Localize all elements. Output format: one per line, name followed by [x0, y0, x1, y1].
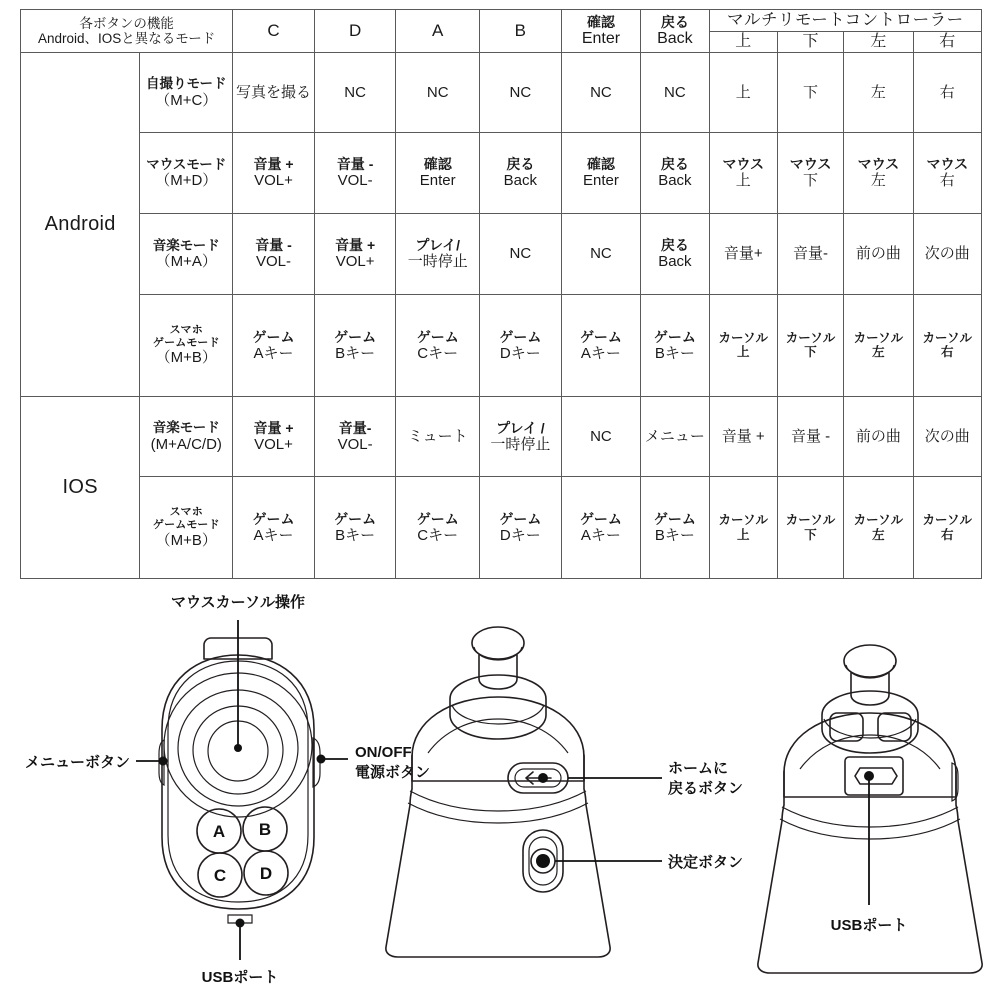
cell-line-1: 音量 +: [335, 237, 376, 254]
cell-line-1: プレイ /: [496, 419, 545, 436]
cell-line-2: メニュー: [644, 427, 705, 445]
button-d[interactable]: [244, 851, 288, 895]
mode-label-jp-1: スマホ: [169, 324, 203, 336]
column-header-multi-right: 右: [913, 31, 981, 52]
column-header-enter-jp: 確認: [586, 13, 615, 30]
cell-line-1: ゲーム: [334, 328, 377, 345]
table-cell: [561, 295, 641, 396]
mode-label-code: （M+C）: [155, 91, 218, 109]
table-cell: [480, 295, 562, 396]
cell-line-2: 右: [939, 84, 955, 102]
cell-line-1: 音量 -: [255, 237, 292, 254]
back-side-nub: [952, 763, 958, 801]
table-cell: [709, 133, 777, 214]
cell-line-2: 上: [735, 172, 751, 190]
header-row-1: [21, 10, 982, 32]
table-cell: [561, 396, 641, 477]
cell-line-2: Bキー: [654, 527, 695, 545]
callout-usb-front-label: USBポート: [201, 969, 279, 986]
cell-line-2: Back: [658, 253, 692, 271]
table-cell: [641, 396, 709, 477]
body-seam-band-2: [408, 803, 588, 823]
cell-line-1: 戻る: [506, 156, 535, 173]
cell-line-2: Back: [658, 172, 692, 190]
cell-line-2: 音量 +: [721, 427, 765, 445]
mode-label-code: (M+A/C/D): [150, 435, 222, 453]
back-collar-outline: [822, 691, 918, 753]
collar-shade: [452, 705, 544, 724]
mode-label-code: （M+B）: [155, 349, 217, 367]
callout-cursor-label: マウスカーソル操作: [171, 594, 305, 611]
cell-line-1: 音量 +: [253, 419, 294, 436]
cell-line-2: 一時停止: [407, 253, 468, 271]
table-cell: [480, 477, 562, 579]
table-cell: [233, 295, 315, 396]
table-cell: [913, 214, 981, 295]
cell-line-2: NC: [509, 84, 532, 102]
column-header-d: D: [314, 10, 396, 53]
callout-dot-usb-front: [236, 919, 245, 928]
mode-label-jp-1: スマホ: [169, 506, 203, 519]
cell-line-2: 右: [941, 527, 954, 542]
cell-line-1: マウス: [926, 156, 969, 173]
table-cell: [233, 214, 315, 295]
back-body-top-shade: [800, 735, 940, 769]
cell-line-2: Enter: [583, 172, 619, 190]
table-row: [21, 295, 982, 396]
cell-line-2: 次の曲: [924, 245, 970, 263]
button-a[interactable]: [197, 809, 241, 853]
mode-label-jp-1: マウスモード: [146, 156, 227, 172]
table-cell: [913, 295, 981, 396]
back-stick-cap-outline: [844, 645, 896, 677]
cell-line-1: マウス: [722, 156, 765, 173]
table-cell: [561, 133, 641, 214]
table-cell: [913, 133, 981, 214]
callout-ok-label: 決定ボタン: [668, 854, 744, 871]
body-seam-band: [410, 791, 586, 811]
mode-label-jp-2: ゲームモード: [152, 336, 220, 349]
column-header-multi-up: 上: [709, 31, 777, 52]
cell-line-2: 上: [736, 527, 750, 542]
corner-title-line2: Android、IOSと異なるモード: [37, 31, 216, 47]
callout-dot-menu: [159, 757, 168, 766]
mode-label: [140, 396, 233, 477]
column-header-multi-down: 下: [777, 31, 843, 52]
cell-line-2: 一時停止: [490, 435, 551, 453]
table-cell: [396, 477, 480, 579]
table-cell: [777, 53, 843, 133]
table-cell: [641, 295, 709, 396]
cell-line-1: カーソル: [853, 330, 904, 345]
cell-line-1: カーソル: [785, 330, 836, 345]
column-header-back-jp: 戻る: [660, 13, 689, 30]
touchpad-center-point: [234, 744, 242, 752]
cell-line-2: Bキー: [335, 344, 376, 362]
mode-label-jp-1: 音楽モード: [152, 420, 220, 436]
mode-label-jp-1: 音楽モード: [152, 237, 220, 253]
usb-port: [845, 757, 903, 795]
mode-label-code: （M+B）: [155, 531, 217, 549]
cell-line-2: Aキー: [253, 344, 294, 362]
cell-line-2: Dキー: [499, 527, 541, 545]
mode-label: [140, 133, 233, 214]
back-body-seam-band: [782, 807, 958, 827]
cell-line-2: 右: [941, 345, 954, 360]
table-body: [21, 53, 982, 579]
table-cell: [709, 295, 777, 396]
cell-line-2: NC: [664, 84, 686, 102]
button-b-label: B: [258, 820, 272, 839]
device-diagrams: [0, 585, 1000, 1000]
table-head: [21, 10, 982, 53]
column-header-a: A: [396, 10, 480, 53]
mode-label: [140, 295, 233, 396]
mode-label-code: （M+A）: [155, 253, 217, 271]
cell-line-1: 確認: [423, 156, 452, 173]
cell-line-2: 上: [736, 345, 750, 360]
table-cell: [913, 477, 981, 579]
cell-line-1: カーソル: [785, 513, 836, 528]
cell-line-1: 音量-: [338, 419, 372, 436]
table-cell: [844, 53, 913, 133]
cell-line-2: 写真を撮る: [235, 84, 311, 102]
home-back-button[interactable]: [508, 763, 568, 793]
table-cell: [233, 477, 315, 579]
callout-dot-power: [317, 755, 326, 764]
cell-line-2: NC: [426, 84, 449, 102]
table-row: [21, 396, 982, 477]
cell-line-2: Enter: [419, 172, 456, 190]
table-row: [21, 133, 982, 214]
callout-menu-label: メニューボタン: [24, 754, 130, 771]
table-cell: [913, 53, 981, 133]
table-cell: [561, 477, 641, 579]
callout-power-label-line2: 電源ボタン: [355, 764, 431, 781]
button-c-label: C: [213, 866, 227, 885]
cell-line-1: カーソル: [922, 330, 973, 345]
cell-line-2: VOL-: [255, 253, 291, 271]
cell-line-2: NC: [590, 84, 612, 102]
stick-cap-outline: [472, 627, 524, 659]
body-lower-outline: [386, 755, 610, 957]
mode-label-jp-2: ゲームモード: [152, 519, 220, 532]
cell-line-1: 戻る: [660, 237, 689, 254]
callout-usb-back-label: USBポート: [830, 917, 908, 934]
table-corner-title: [21, 10, 233, 53]
cell-line-2: 右: [939, 172, 955, 190]
cell-line-1: プレイ/: [415, 237, 461, 254]
cell-line-2: Aキー: [580, 344, 621, 362]
table-cell: [641, 214, 709, 295]
table-cell: [480, 133, 562, 214]
side-view-diagram: [386, 627, 743, 957]
table-cell: [561, 53, 641, 133]
cell-line-2: 前の曲: [855, 427, 901, 445]
callout-power-label-line1: ON/OFF: [355, 744, 412, 761]
table-cell: [777, 133, 843, 214]
cell-line-2: Aキー: [580, 527, 621, 545]
table-cell: [709, 214, 777, 295]
table-cell: [233, 396, 315, 477]
cell-line-1: カーソル: [718, 330, 768, 345]
cell-line-2: 下: [804, 527, 817, 542]
mode-label: [140, 477, 233, 579]
table-cell: [480, 214, 562, 295]
cell-line-1: ゲーム: [579, 511, 622, 528]
corner-title-line1: 各ボタンの機能: [79, 15, 174, 31]
back-body-lower-outline: [758, 771, 982, 973]
cell-line-1: カーソル: [922, 513, 973, 528]
table-cell: [233, 133, 315, 214]
cell-line-1: ゲーム: [499, 511, 542, 528]
table-cell: [844, 295, 913, 396]
cell-line-2: 下: [804, 345, 817, 360]
stick-cap-shade: [474, 647, 522, 660]
cell-line-2: VOL+: [335, 253, 375, 271]
table-cell: [480, 53, 562, 133]
cell-line-2: NC: [590, 245, 612, 263]
table-row: [21, 53, 982, 133]
mode-label: [140, 214, 233, 295]
back-body-seam-band-2: [780, 819, 960, 839]
table-cell: [641, 477, 709, 579]
cell-line-2: 下: [803, 84, 819, 102]
table-cell: [396, 295, 480, 396]
cell-line-2: 前の曲: [855, 245, 901, 263]
table-cell: [314, 396, 396, 477]
cell-line-2: VOL+: [254, 172, 293, 190]
table-cell: [396, 53, 480, 133]
cell-line-1: カーソル: [853, 513, 904, 528]
column-group-multi-remote: マルチリモートコントローラー: [709, 10, 981, 32]
cell-line-2: Dキー: [499, 344, 541, 362]
cell-line-2: 下: [803, 172, 819, 190]
table-cell: [844, 133, 913, 214]
table-cell: [709, 396, 777, 477]
cell-line-1: ゲーム: [653, 328, 696, 345]
cell-line-1: マウス: [789, 156, 832, 173]
table-row: [21, 477, 982, 579]
table-cell: [844, 214, 913, 295]
button-function-table: [20, 9, 982, 579]
cell-line-1: 確認: [586, 156, 615, 173]
callout-home-label-line1: ホームに: [668, 760, 729, 777]
cell-line-1: カーソル: [718, 513, 768, 528]
cell-line-2: Aキー: [253, 527, 294, 545]
button-c[interactable]: [198, 853, 242, 897]
cell-line-1: マウス: [857, 156, 900, 173]
table-cell: [561, 214, 641, 295]
button-b[interactable]: [243, 807, 287, 851]
column-header-back: [641, 10, 709, 53]
cell-line-2: ミュート: [407, 427, 468, 445]
cell-line-2: 左: [870, 172, 886, 190]
cell-line-2: 次の曲: [924, 427, 970, 445]
cell-line-2: NC: [344, 84, 366, 102]
cell-line-2: 音量+: [723, 245, 763, 263]
table-cell: [396, 214, 480, 295]
column-header-back-en: Back: [657, 30, 693, 48]
cell-line-2: 左: [870, 84, 886, 102]
table-cell: [641, 53, 709, 133]
cell-line-2: Bキー: [335, 527, 376, 545]
table-cell: [641, 133, 709, 214]
table-cell: [314, 133, 396, 214]
table-cell: [777, 295, 843, 396]
cell-line-2: NC: [590, 427, 612, 445]
callout-home-label-line2: 戻るボタン: [668, 780, 744, 797]
table-cell: [777, 396, 843, 477]
table-cell: [913, 396, 981, 477]
table-cell: [314, 295, 396, 396]
cell-line-2: VOL+: [254, 435, 293, 453]
collar-outline: [450, 675, 546, 739]
table-cell: [777, 477, 843, 579]
cell-line-1: ゲーム: [416, 511, 459, 528]
os-label-android: Android: [21, 53, 140, 396]
column-header-multi-left: 左: [844, 31, 913, 52]
table-cell: [314, 214, 396, 295]
column-header-c: C: [233, 10, 315, 53]
button-function-table-container: [20, 9, 982, 579]
cell-line-1: 音量 -: [336, 156, 374, 173]
cell-line-2: Cキー: [417, 344, 459, 362]
cell-line-1: 戻る: [660, 156, 689, 173]
cell-line-2: 音量-: [793, 245, 829, 263]
mode-label-jp-1: 自撮りモード: [146, 76, 227, 92]
cell-line-2: 左: [872, 345, 885, 360]
cell-line-2: 左: [872, 527, 885, 542]
cell-line-1: 音量 +: [253, 156, 294, 173]
cell-line-2: Back: [503, 172, 538, 190]
column-header-enter: [561, 10, 641, 53]
table-cell: [777, 214, 843, 295]
cell-line-2: VOL-: [337, 435, 373, 453]
cell-line-2: Bキー: [654, 344, 695, 362]
cell-line-1: ゲーム: [416, 328, 459, 345]
cell-line-1: ゲーム: [252, 328, 295, 345]
table-cell: [314, 53, 396, 133]
cell-line-1: ゲーム: [334, 511, 377, 528]
cell-line-2: 上: [735, 84, 751, 102]
cell-line-2: Cキー: [417, 527, 459, 545]
os-label-ios: IOS: [21, 396, 140, 579]
mode-label-code: （M+D）: [155, 172, 218, 190]
table-cell: [396, 133, 480, 214]
table-cell: [314, 477, 396, 579]
table-cell: [233, 53, 315, 133]
button-a-label: A: [212, 822, 226, 841]
table-cell: [709, 53, 777, 133]
cell-line-1: ゲーム: [579, 328, 622, 345]
front-view-diagram: [25, 593, 430, 986]
table-cell: [480, 396, 562, 477]
table-cell: [844, 477, 913, 579]
cell-line-2: NC: [509, 245, 532, 263]
button-d-label: D: [259, 864, 273, 883]
table-cell: [844, 396, 913, 477]
cell-line-1: ゲーム: [499, 328, 542, 345]
cell-line-1: ゲーム: [252, 511, 295, 528]
back-view-diagram: [758, 645, 982, 973]
mode-label: [140, 53, 233, 133]
cell-line-1: ゲーム: [653, 511, 696, 528]
table-row: [21, 214, 982, 295]
cell-line-2: VOL-: [337, 172, 373, 190]
cell-line-2: 音量 -: [790, 427, 831, 445]
column-header-enter-en: Enter: [581, 30, 621, 48]
back-stick-cap-shade: [846, 665, 894, 678]
table-cell: [396, 396, 480, 477]
column-header-b: B: [480, 10, 562, 53]
table-cell: [709, 477, 777, 579]
